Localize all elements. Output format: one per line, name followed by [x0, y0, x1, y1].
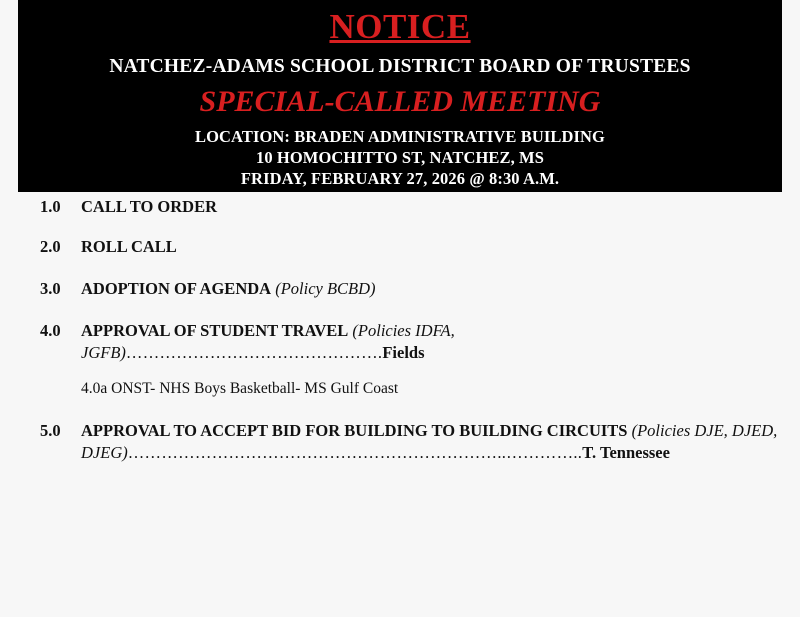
agenda-item-number: 5.0	[40, 421, 61, 440]
notice-heading: NOTICE	[329, 7, 471, 46]
agenda-item-dots: …………………………………………………………..…………..	[127, 443, 583, 462]
meeting-type: SPECIAL-CALLED MEETING	[199, 85, 601, 118]
meeting-location-line2: 10 HOMOCHITTO ST, NATCHEZ, MS	[255, 148, 545, 167]
agenda-item-number: 3.0	[40, 279, 61, 298]
agenda-item-dots: ……………………………………….	[125, 343, 383, 362]
agenda-item-title: APPROVAL OF STUDENT TRAVEL	[81, 321, 349, 340]
agenda-item-number: 2.0	[40, 237, 61, 256]
agenda-item	[0, 196, 800, 218]
agenda-item-policy: (Policies IDFA, JGFB)	[81, 321, 455, 362]
agenda-item-policy: (Policy BCBD)	[275, 279, 376, 298]
agenda-item-presenter: T. Tennessee	[582, 443, 670, 462]
agenda-item-title: APPROVAL TO ACCEPT BID FOR BUILDING TO BUILDING CIRCUITS	[81, 421, 628, 440]
agenda-item	[0, 320, 800, 364]
agenda-list	[0, 196, 800, 464]
agenda-item	[0, 278, 800, 300]
agenda-item-title: ROLL CALL	[81, 237, 177, 256]
meeting-location-line1: LOCATION: BRADEN ADMINISTRATIVE BUILDING	[195, 127, 605, 146]
agenda-item-number: 1.0	[40, 197, 61, 216]
agenda-item	[0, 420, 800, 464]
agenda-item-title: ADOPTION OF AGENDA	[81, 279, 272, 298]
agenda-item-presenter: Fields	[382, 343, 425, 362]
agenda-item	[0, 236, 800, 258]
meeting-datetime: FRIDAY, FEBRUARY 27, 2026 @ 8:30 A.M.	[240, 169, 560, 188]
agenda-item-policy: (Policies DJE, DJED, DJEG)	[81, 421, 778, 462]
agenda-subitem: 4.0a ONST- NHS Boys Basketball- MS Gulf Coast	[81, 380, 399, 397]
board-name: NATCHEZ-ADAMS SCHOOL DISTRICT BOARD OF TRUSTEES	[109, 56, 691, 77]
agenda-item-title: CALL TO ORDER	[81, 197, 218, 216]
agenda-item-number: 4.0	[40, 321, 61, 340]
notice-banner	[18, 0, 782, 192]
